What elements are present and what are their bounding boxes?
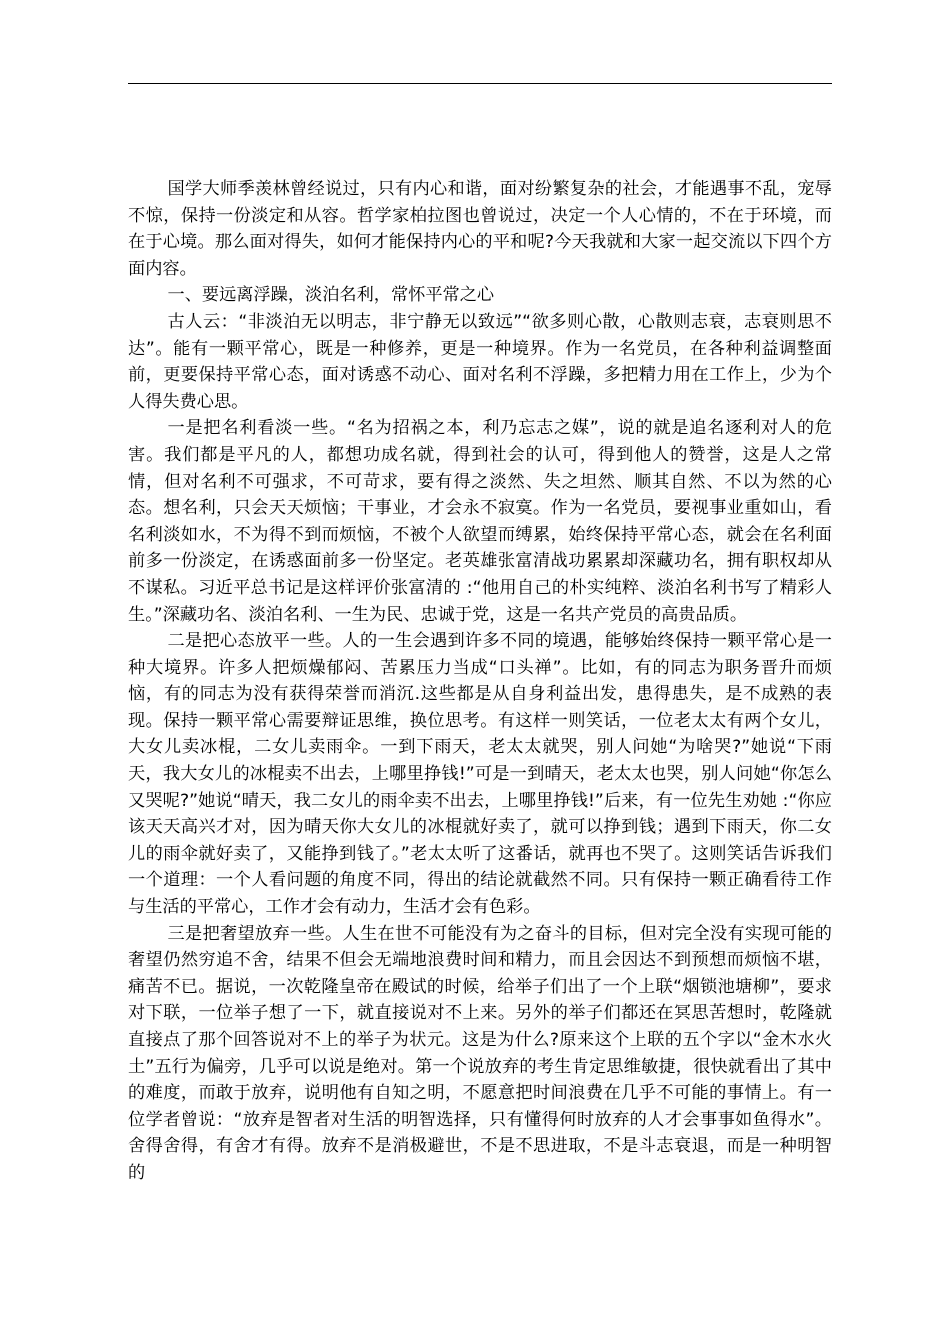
header-rule bbox=[128, 83, 832, 84]
paragraph: 古人云：“非淡泊无以明志，非宁静无以致远”“欲多则心散，心散则志衰，志衰则思不达”。能有一颗平常心，既是一种修养，更是一种境界。作为一名党员，在各种利益调整面前，更要保持平常心态，面对诱惑不动心、面对名利不浮躁，多把精力用在工作上，少为个人得失费心思。 bbox=[128, 311, 832, 412]
document-body bbox=[128, 176, 832, 1187]
paragraph: 三是把奢望放弃一些。人生在世不可能没有为之奋斗的目标，但对完全没有实现可能的奢望仍然穷追不舍，结果不但会无端地浪费时间和精力，而且会因达不到预想而烦恼不堪，痛苦不已。据说，一次乾隆皇帝在殿试的时候，给举子们出了一个上联“烟锁池塘柳”，要求对下联，一位举子想了一下，就直接说对不上来。另外的举子们都还在冥思苦想时，乾隆就直接点了那个回答说对不上的举子为状元。这是为什么?原来这个上联的五个字以“金木水火土”五行为偏旁，几乎可以说是绝对。第一个说放弃的考生肯定思维敏捷，很快就看出了其中的难度，而敢于放弃，说明他有自知之明，不愿意把时间浪费在几乎不可能的事情上。有一位学者曾说：“放弃是智者对生活的明智选择，只有懂得何时放弃的人才会事事如鱼得水”。舍得舍得，有舍才有得。放弃不是消极避世，不是不思进取，不是斗志衰退，而是一种明智的 bbox=[128, 923, 832, 1183]
paragraph-intro: 国学大师季羡林曾经说过，只有内心和谐，面对纷繁复杂的社会，才能遇事不乱，宠辱不惊，保持一份淡定和从容。哲学家柏拉图也曾说过，决定一个人心情的，不在于环境，而在于心境。那么面对得失，如何才能保持内心的平和呢?今天我就和大家一起交流以下四个方面内容。 bbox=[128, 179, 832, 279]
paragraph: 一是把名利看淡一些。“名为招祸之本，利乃忘志之媒”，说的就是追名逐利对人的危害。我们都是平凡的人，都想功成名就，得到社会的认可，得到他人的赞誉，这是人之常情，但对名利不可强求，不可苛求，要有得之淡然、失之坦然、顺其自然、不以为然的心态。想名利，只会天天烦恼；干事业，才会永不寂寞。作为一名党员，要视事业重如山，看名利淡如水，不为得不到而烦恼，不被个人欲望而缚累，始终保持平常心态，就会在名利面前多一份淡定，在诱惑面前多一份坚定。老英雄张富清战功累累却深藏功名，拥有职权却从不谋私。习近平总书记是这样评价张富清的 :“他用自己的朴实纯粹、淡泊名利书写了精彩人生。”深藏功名、淡泊名利、一生为民、忠诚于党，这是一名共产党员的高贵品质。 bbox=[128, 418, 832, 625]
paragraph: 二是把心态放平一些。人的一生会遇到许多不同的境遇，能够始终保持一颗平常心是一种大境界。许多人把烦燥郁闷、苦累压力当成“口头禅”。比如，有的同志为职务晋升而烦恼，有的同志为没有获得荣誉而消沉.这些都是从自身利益出发，患得患失，是不成熟的表现。保持一颗平常心需要辩证思维，换位思考。有这样一则笑话，一位老太太有两个女儿，大女儿卖冰棍，二女儿卖雨伞。一到下雨天，老太太就哭，别人问她“为啥哭?”她说“下雨天，我大女儿的冰棍卖不出去，上哪里挣钱!”可是一到晴天，老太太也哭，别人问她“你怎么又哭呢?”她说“晴天，我二女儿的雨伞卖不出去，上哪里挣钱!”后来，有一位先生劝她 :“你应该天天高兴才对，因为晴天你大女儿的冰棍就好卖了，就可以挣到钱；遇到下雨天，你二女儿的雨伞就好卖了，又能挣到钱了。”老太太听了这番话，就再也不哭了。这则笑话告诉我们一个道理：一个人看问题的角度不同，得出的结论就截然不同。只有保持一颗正确看待工作与生活的平常心，工作才会有动力，生活才会有色彩。 bbox=[128, 631, 832, 918]
section-heading-1: 一、要远离浮躁，淡泊名利，常怀平常之心 bbox=[167, 285, 495, 306]
